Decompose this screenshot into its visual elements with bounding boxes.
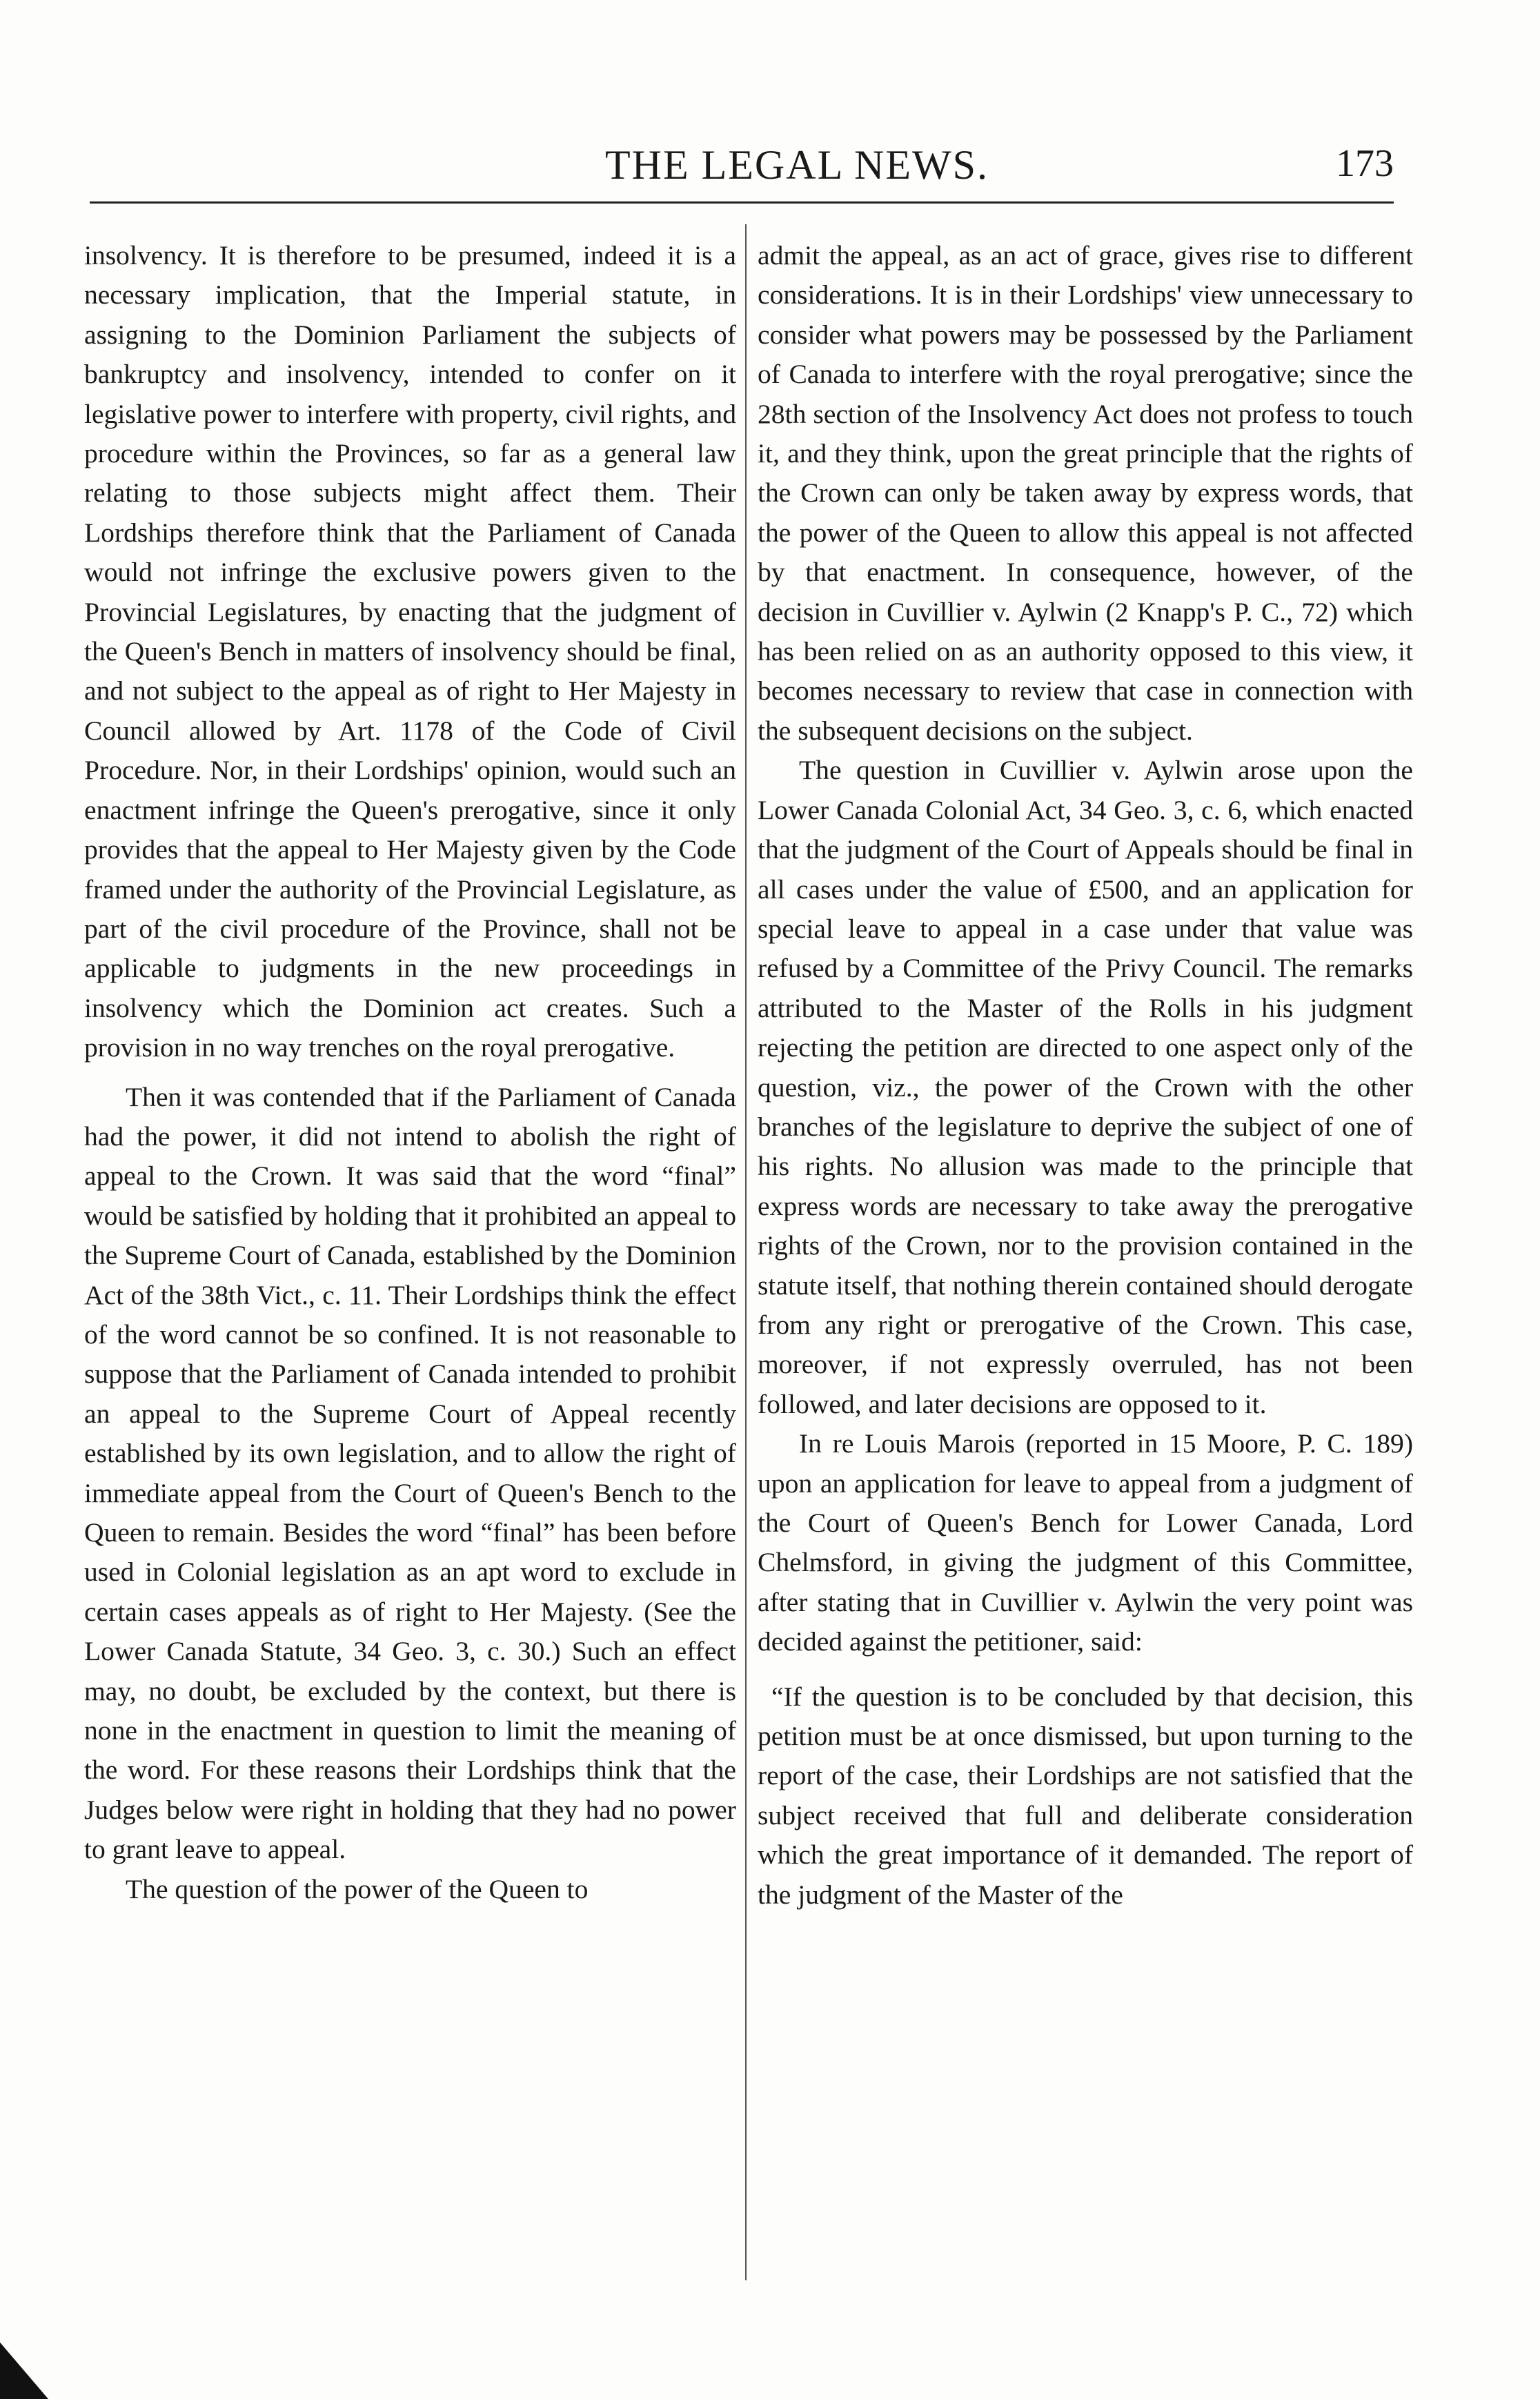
page-header [0,0,1540,207]
left-column [84,236,736,1909]
column-divider [745,224,747,2280]
right-paragraph-3: In re Louis Marois (reported in 15 Moore, P. C. 189) upon an application for leave to appeal from a judgment of the Court of Queen's Bench for Lower Canada, Lord Chelmsford, in giving the judgment of this Committee, after stating that in Cuvillier v. Aylwin the very point was decided against the petitioner, said: [758,1428,1413,1657]
left-paragraph-2: Then it was contended that if the Parliament of Canada had the power, it did not intend to abolish the right of appeal to the Crown. It was said that the word “final” would be satisfied by holding that it prohibited an appeal to the Supreme Court of Canada, established by the Dominion Act of the 38th Vict., c. 11. Their Lordships think the effect of the word cannot be so confined. It is not reasonable to suppose that the Parliament of Canada intended to prohibit an appeal to the Supreme Court of Appeal recently established by its own legislation, and to allow the right of immediate appeal from the Court of Queen's Bench to the Queen to remain. Besides the word “final” has been before used in Colonial legislation as an apt word to exclude in certain cases appeals as of right to Her Majesty. (See the Lower Canada Statute, 34 Geo. 3, c. 30.) Such an effect may, no doubt, be excluded by the context, but there is none in the enactment in question to limit the meaning of the word. For these reasons their Lordships think that the Judges below were right in holding that they had no power to grant leave to appeal. [84,1081,736,1865]
page-number: 173 [1336,142,1394,185]
header-rule [90,201,1394,204]
corner-mark [0,2342,48,2399]
right-paragraph-2: The question in Cuvillier v. Aylwin arose upon the Lower Canada Colonial Act, 34 Geo. 3, c. 6, which enacted that the judgment of the Court of Appeals should be final in all cases under the value of £500, and an application for special leave to appeal in a case under that value was refused by a Committee of the Privy Council. The remarks attributed to the Master of the Rolls in his judgment rejecting the petition are directed to one aspect only of the question, viz., the power of the Crown with the other branches of the legislature to deprive the subject of one of his rights. No allusion was made to the principle that express words are necessary to take away the prerogative rights of the Crown, nor to the provision contained in the statute itself, that nothing therein contained should derogate from any right or prerogative of the Crown. This case, moreover, if not expressly overruled, has not been followed, and later decisions are opposed to it. [758,755,1413,1419]
running-title: THE LEGAL NEWS. [605,142,989,188]
right-quotation: “If the question is to be concluded by that decision, this petition must be at once dismissed, but upon turning to the report of the case, their Lordships are not satisfied that the subject received that full and deliberate consideration which the great importance of it demanded. The report of the judgment of the Master of the [758,1681,1413,1910]
left-paragraph-1: insolvency. It is therefore to be presumed, indeed it is a necessary implication, that the Imperial statute, in assigning to the Dominion Parliament the subjects of bankruptcy and insolvency, intended to confer on it legislative power to interfere with property, civil rights, and procedure within the Provinces, so far as a general law relating to those subjects might affect them. Their Lordships therefore think that the Parliament of Canada would not infringe the exclusive powers given to the Provincial Legislatures, by enacting that the judgment of the Queen's Bench in matters of insolvency should be final, and not subject to the appeal as of right to Her Majesty in Council allowed by Art. 1178 of the Code of Civil Procedure. Nor, in their Lordships' opinion, would such an enactment infringe the Queen's prerogative, since it only provides that the appeal to Her Majesty given by the Code framed under the authority of the Provincial Legislature, as part of the civil procedure of the Province, shall not be applicable to judgments in the new proceedings in insolvency which the Dominion act creates. Such a provision in no way trenches on the royal prerogative. [84,240,736,1063]
left-paragraph-3: The question of the power of the Queen to [126,1873,589,1904]
right-paragraph-1: admit the appeal, as an act of grace, gives rise to different considerations. It is in their Lordships' view unnecessary to consider what powers may be possessed by the Parliament of Canada to interfere with the royal prerogative; since the 28th section of the Insolvency Act does not profess to touch it, and they think, upon the great principle that the rights of the Crown can only be taken away by express words, that the power of the Queen to allow this appeal is not affected by that enactment. In consequence, however, of the decision in Cuvillier v. Aylwin (2 Knapp's P. C., 72) which has been relied on as an authority opposed to this view, it becomes necessary to review that case in connection with the subsequent decisions on the subject. [758,240,1413,746]
right-column [758,236,1413,1915]
